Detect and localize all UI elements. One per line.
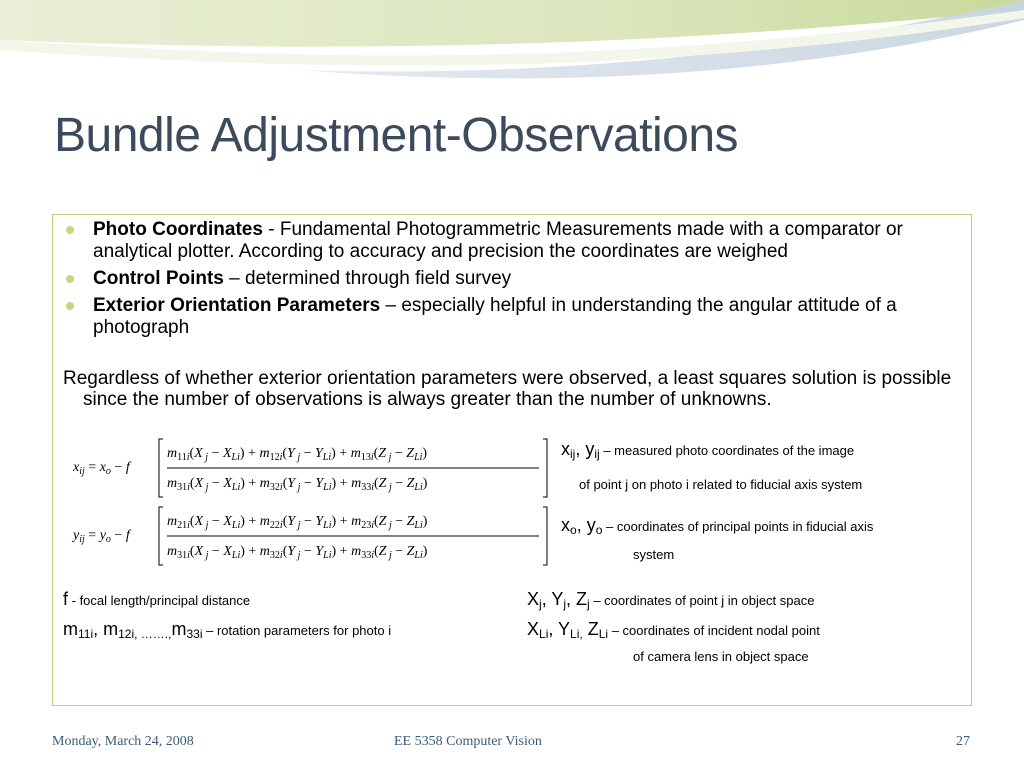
m-desc: – rotation parameters for photo i [202, 623, 392, 638]
bullet-dot-icon [66, 275, 74, 283]
xyz-desc: – coordinates of point j in object space [589, 593, 815, 608]
bullet-exterior-orientation [63, 295, 953, 339]
footer-page-number: 27 [956, 734, 970, 749]
xli-note-line2: of camera lens in object space [633, 649, 809, 664]
content-box [52, 214, 972, 706]
xy-note-line2: of point j on photo i related to fiducial axis system [579, 477, 863, 492]
x-equation [72, 439, 547, 497]
bullet-dot-icon [66, 302, 74, 310]
footer-course: EE 5358 Computer Vision [394, 734, 542, 749]
xo-note: $x_o$, $y_o$ – coordinates of principal points in fiducial axis [561, 515, 874, 537]
svg-text:m31i(X j − XLi) + m32i(Y j − Y: $m_{31i}(X$ $_j - X_{Li}) + m_{32i}(Y$ $_j - Y_{Li}) + m_{33i}(Z$ $_j - Z_{Li}$) [167, 544, 428, 561]
y-equation [71, 507, 547, 565]
bullet-term: Exterior Orientation Parameters [93, 295, 381, 316]
f-desc: - focal length/principal distance [68, 593, 251, 608]
bullet-text: - Fundamental Photogrammetric Measurements made with a comparator or analytical plotter. According to accuracy and precision the coordinates are weighed [93, 219, 903, 262]
bullet-text: – especially helpful in understanding the angular attitude of a photograph [93, 295, 897, 338]
header-swoosh [0, 0, 1024, 110]
xo-desc: – coordinates of principal points in fiducial axis [602, 519, 874, 534]
xy-note: $x_{ij}$, $y_{ij}$ – measured photo coordinates of the image [561, 439, 855, 461]
xli-note: $X_{Li}$, $Y_{Li,}$ $Z_{Li}$ – coordinates of incident nodal point [527, 619, 820, 641]
bullet-term: Photo Coordinates [93, 219, 263, 240]
svg-text:m31i(X j − XLi) + m32i(Y j − Y: $m_{31i}(X$ $_j - X_{Li}) + m_{32i}(Y$ $_j - Y_{Li}) + m_{33i}(Z$ $_j - Z_{Li}$) [167, 476, 428, 493]
bullet-list [63, 219, 953, 344]
footer-date: Monday, March 24, 2008 [52, 734, 194, 749]
bullet-dot-icon [66, 226, 74, 234]
xli-desc: – coordinates of incident nodal point [608, 623, 820, 638]
svg-text:m11i(X j − XLi) + m12i(Y j − Y: $m_{11i}(X$ $_j - X_{Li}) + m_{12i}(Y$ $_j - Y_{Li}) + m_{13i}(Z$ $_j - Z_{Li}$) [167, 446, 428, 463]
bullet-term: Control Points [93, 268, 224, 289]
svg-text:m21i(X j − XLi) + m22i(Y j − Y: $m_{21i}(X$ $_j - X_{Li}) + m_{22i}(Y$ $_j - Y_{Li}) + m_{23i}(Z$ $_j - Z_{Li}$) [167, 514, 428, 531]
xy-desc: – measured photo coordinates of the image [599, 443, 855, 458]
svg-text:xij = xo − f: $x_{ij} = x_o - f$ [73, 460, 130, 477]
xo-note-line2: system [633, 547, 675, 562]
slide-title: Bundle Adjustment-Observations [54, 109, 739, 162]
collinearity-equations [67, 437, 557, 572]
least-squares-paragraph: Regardless of whether exterior orientation parameters were observed, a least squares solution is possible since the number of observations is always greater than the number of unknowns. [63, 368, 952, 410]
f-note [63, 591, 250, 609]
svg-text:yij = yo − f: $y_{ij} = y_o - f$ [73, 528, 130, 545]
f-symbol: f [63, 589, 69, 609]
bullet-text: – determined through field survey [223, 268, 512, 289]
m-note: $m_{11i}$, $m_{12i, \dots\dots.,}m_{33i}$ – rotation parameters for photo i [63, 619, 392, 641]
xyz-note: $X_j$, $Y_j$, $Z_j$ – coordinates of point j in object space [527, 589, 815, 611]
bullet-control-points [63, 268, 953, 290]
bullet-photo-coordinates [63, 219, 953, 263]
